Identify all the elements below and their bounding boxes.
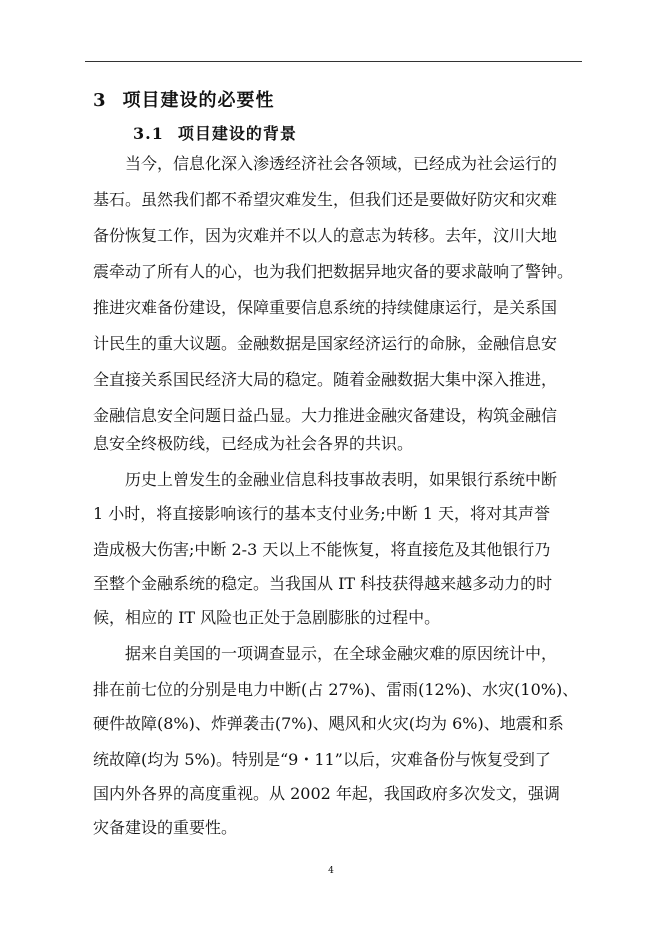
paragraph-1-line-1: 当今，信息化深入渗透经济社会各领域，已经成为社会运行的 bbox=[125, 154, 558, 173]
paragraph-1-line-5: 推进灾难备份建设，保障重要信息系统的持续健康运行，是关系国 bbox=[93, 298, 558, 317]
section-heading bbox=[93, 86, 275, 112]
paragraph-2-line-1: 历史上曾发生的金融业信息科技事故表明，如果银行系统中断 bbox=[125, 470, 558, 489]
paragraph-3-line-6: 灾备建设的重要性。 bbox=[93, 818, 238, 837]
paragraph-1-line-2: 基石。虽然我们都不希望灾难发生，但我们还是要做好防灾和灾难 bbox=[93, 190, 558, 209]
paragraph-2-line-2: 1 小时，将直接影响该行的基本支付业务;中断 1 天，将对其声誉 bbox=[93, 504, 551, 523]
paragraph-2-line-4: 至整个金融系统的稳定。当我国从 IT 科技获得越来越多动力的时 bbox=[93, 574, 553, 593]
paragraph-3-line-3: 硬件故障(8%)、炸弹袭击(7%)、飓风和火灾(均为 6%)、地震和系 bbox=[93, 714, 564, 733]
paragraph-1-line-8: 金融信息安全问题日益凸显。大力推进金融灾备建设，构筑金融信 bbox=[93, 406, 558, 425]
paragraph-1-line-3: 备份恢复工作，因为灾难并不以人的意志为转移。去年，汶川大地 bbox=[93, 226, 558, 245]
subsection-title: 项目建设的背景 bbox=[177, 124, 297, 143]
paragraph-3-line-4: 统故障(均为 5%)。特别是“9・11”以后，灾难备份与恢复受到了 bbox=[93, 750, 551, 769]
subsection-number: 3.1 bbox=[133, 124, 164, 143]
paragraph-3-line-1: 据来自美国的一项调查显示，在全球金融灾难的原因统计中， bbox=[125, 644, 558, 663]
paragraph-1-line-7: 全直接关系国民经济大局的稳定。随着金融数据大集中深入推进， bbox=[93, 370, 558, 389]
page-number: 4 bbox=[328, 866, 334, 876]
paragraph-1-line-6: 计民生的重大议题。金融数据是国家经济运行的命脉，金融信息安 bbox=[93, 334, 558, 353]
paragraph-2-line-5: 候，相应的 IT 风险也正处于急剧膨胀的过程中。 bbox=[93, 608, 441, 627]
paragraph-3-line-5: 国内外各界的高度重视。从 2002 年起，我国政府多次发文，强调 bbox=[93, 784, 560, 803]
section-number: 3 bbox=[93, 90, 107, 111]
paragraph-2-line-3: 造成极大伤害;中断 2-3 天以上不能恢复，将直接危及其他银行乃 bbox=[93, 540, 551, 559]
paragraph-3-line-2: 排在前七位的分别是电力中断(占 27%)、雷雨(12%)、水灾(10%)、 bbox=[93, 680, 579, 699]
header-rule bbox=[85, 61, 582, 62]
subsection-heading bbox=[133, 121, 297, 144]
section-title: 项目建设的必要性 bbox=[122, 90, 275, 111]
paragraph-1-line-9: 息安全终极防线，已经成为社会各界的共识。 bbox=[93, 434, 414, 453]
paragraph-1-line-4: 震牵动了所有人的心，也为我们把数据异地灾备的要求敲响了警钟。 bbox=[93, 262, 574, 281]
